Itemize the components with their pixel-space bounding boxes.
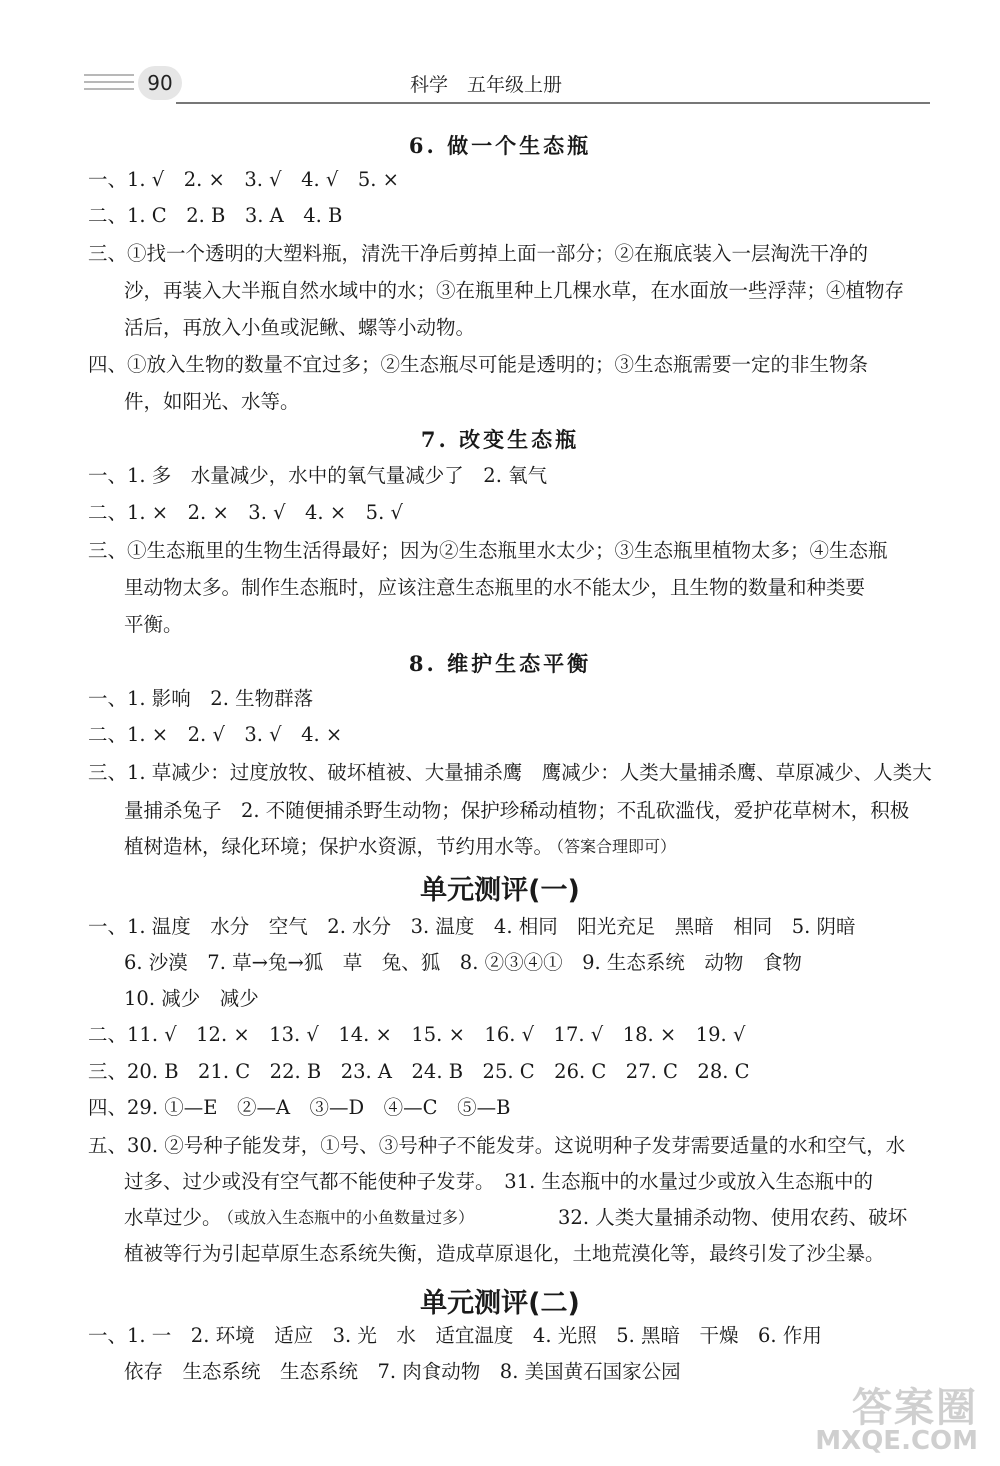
answer-line: 10. 减少 减少: [124, 987, 259, 1010]
answer-line: 一、1. 影响 2. 生物群落: [88, 687, 314, 710]
answer-line: 二、1. C 2. B 3. A 4. B: [88, 204, 343, 227]
answer-line: 一、1. 多 水量减少，水中的氧气量减少了 2. 氧气: [88, 464, 548, 487]
section-title: 8. 维护生态平衡: [408, 651, 592, 676]
answer-line: 过多、过少或没有空气都不能使种子发芽。 31. 生态瓶中的水量过少或放入生态瓶中的: [124, 1170, 873, 1193]
unit-test-title: 单元测评(二): [420, 1288, 580, 1319]
header-decoration: [84, 74, 134, 95]
header-rule: [176, 102, 930, 104]
page-header: [80, 62, 930, 108]
answer-note: （或放入生态瓶中的小鱼数量过多）: [218, 1208, 475, 1227]
answer-line: 植树造林，绿化环境；保护水资源，节约用水等。: [124, 835, 554, 858]
answer-line: 件，如阳光、水等。: [124, 390, 300, 413]
answer-line: 四、29. ①—E ②—A ③—D ④—C ⑤—B: [88, 1096, 511, 1119]
answer-line: 32. 人类大量捕杀动物、使用农药、破坏: [558, 1206, 908, 1229]
answer-line: 6. 沙漠 7. 草→兔→狐 草 兔、狐 8. ②③④① 9. 生态系统 动物 食物: [124, 951, 802, 974]
unit-test-title: 单元测评(一): [420, 875, 580, 906]
answer-line: 三、1. 草减少：过度放牧、破坏植被、大量捕杀鹰 鹰减少：人类大量捕杀鹰、草原减少、人类大: [88, 761, 932, 784]
answer-line: 植被等行为引起草原生态系统失衡，造成草原退化，土地荒漠化等，最终引发了沙尘暴。: [124, 1242, 885, 1265]
section-title: 6. 做一个生态瓶: [408, 133, 592, 158]
page-number: 90: [138, 66, 182, 100]
answer-line: 三、①生态瓶里的生物生活得最好；因为②生态瓶里水太少；③生态瓶里植物太多；④生态瓶: [88, 539, 888, 562]
answer-line: 三、①找一个透明的大塑料瓶，清洗干净后剪掉上面一部分；②在瓶底装入一层淘洗干净的: [88, 242, 869, 265]
answer-line: 二、1. × 2. √ 3. √ 4. ×: [88, 723, 343, 746]
answer-line: 量捕杀兔子 2. 不随便捕杀野生动物；保护珍稀动植物；不乱砍滥伐，爱护花草树木，积极: [124, 799, 910, 822]
section-title: 7. 改变生态瓶: [420, 427, 580, 452]
watermark-logo: 答案圈: [852, 1385, 978, 1431]
answer-line: 活后，再放入小鱼或泥鳅、螺等小动物。: [124, 316, 476, 339]
watermark-url: MXQE.COM: [815, 1426, 978, 1456]
answer-line: 依存 生态系统 生态系统 7. 肉食动物 8. 美国黄石国家公园: [124, 1360, 681, 1383]
answer-line: 一、1. 温度 水分 空气 2. 水分 3. 温度 4. 相同 阳光充足 黑暗 相同 5. 阴暗: [88, 915, 856, 938]
book-title: 科学 五年级上册: [410, 74, 563, 96]
answer-line: 二、1. × 2. × 3. √ 4. × 5. √: [88, 501, 403, 524]
answer-line: 三、20. B 21. C 22. B 23. A 24. B 25. C 26. C 27. C 28. C: [88, 1060, 750, 1083]
answer-line: 五、30. ②号种子能发芽，①号、③号种子不能发芽。这说明种子发芽需要适量的水和空气，水: [88, 1134, 906, 1157]
answer-line: 一、1. 一 2. 环境 适应 3. 光 水 适宜温度 4. 光照 5. 黑暗 干燥 6. 作用: [88, 1324, 822, 1347]
answer-line: 二、11. √ 12. × 13. √ 14. × 15. × 16. √ 17. √ 18. × 19. √: [88, 1023, 746, 1046]
answer-note: （答案合理即可）: [548, 837, 677, 856]
answer-line: 水草过少。: [124, 1206, 222, 1229]
answer-line: 沙，再装入大半瓶自然水域中的水；③在瓶里种上几棵水草，在水面放一些浮萍；④植物存: [124, 279, 905, 302]
watermark: [815, 1376, 986, 1462]
answer-line: 平衡。: [124, 613, 183, 636]
answer-line: 一、1. √ 2. × 3. √ 4. √ 5. ×: [88, 168, 399, 191]
answer-line: 四、①放入生物的数量不宜过多；②生态瓶尽可能是透明的；③生态瓶需要一定的非生物条: [88, 353, 869, 376]
answer-line: 里动物太多。制作生态瓶时，应该注意生态瓶里的水不能太少，且生物的数量和种类要: [124, 576, 866, 599]
